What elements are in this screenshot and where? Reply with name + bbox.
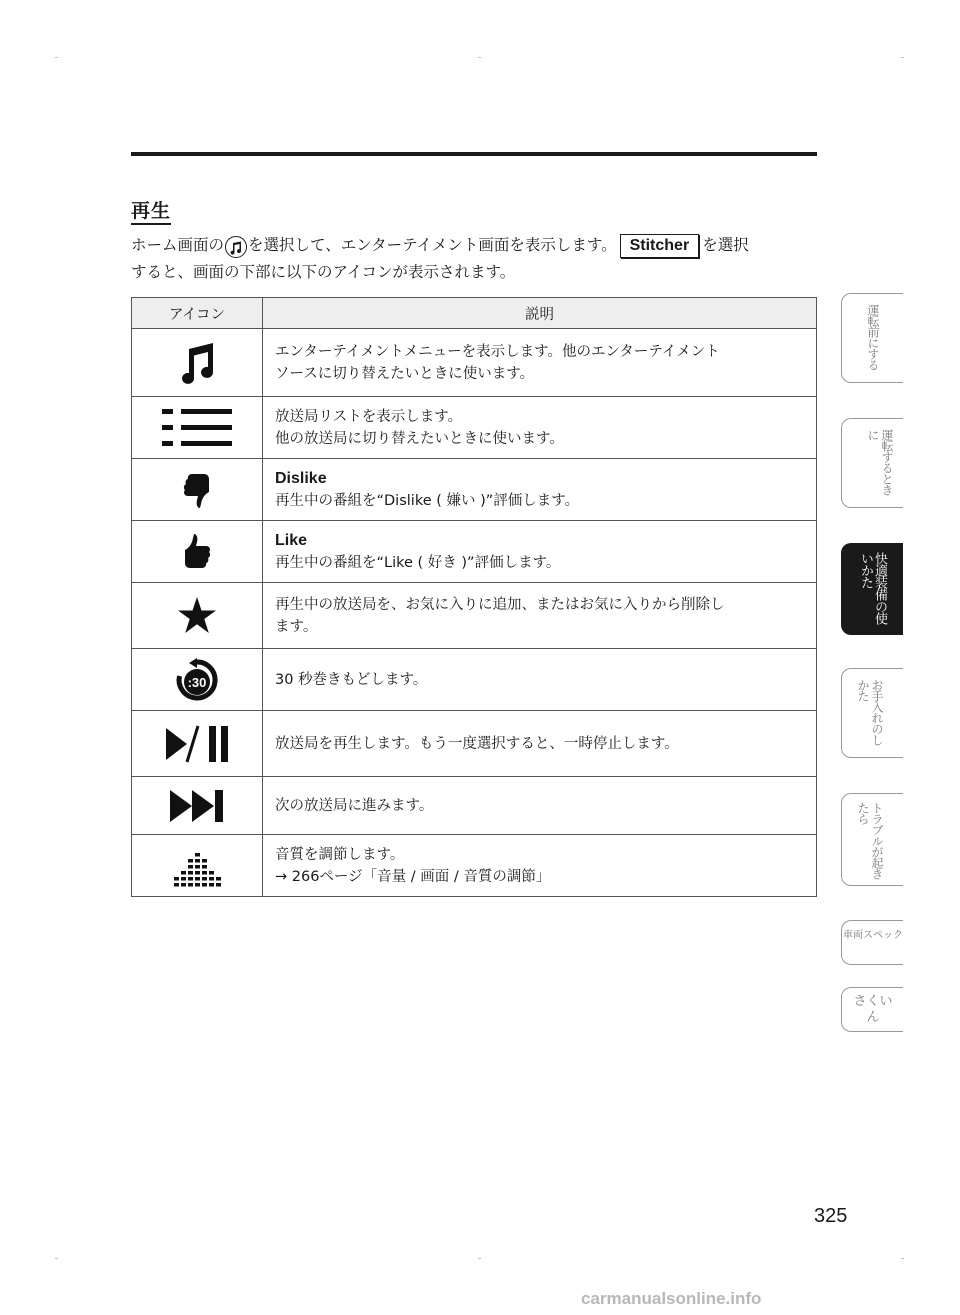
description-cell: 放送局リストを表示します。 他の放送局に切り替えたいときに使います。 (263, 397, 817, 459)
equalizer-bar-segment (195, 871, 200, 875)
equalizer-bar-segment (181, 871, 186, 875)
table-row (132, 835, 817, 897)
tab-label: 車両スペック (843, 930, 903, 941)
tab-comfort-features[interactable] (841, 543, 903, 635)
equalizer-bar-segment (188, 865, 193, 869)
stitcher-key: Stitcher (620, 234, 700, 258)
equalizer-bar-segment (216, 883, 221, 887)
equalizer-bar-segment (195, 865, 200, 869)
tab-label: さくいん (853, 994, 893, 1025)
intro-part-2: を選択して、エンターテイメント画面を表示します。 (248, 236, 617, 254)
description-cell: Dislike 再生中の番組を“Dislike ( 嫌い )”評価します。 (263, 459, 817, 521)
intro-text (131, 232, 831, 286)
dislike-title: Dislike (275, 469, 327, 487)
table-header-row (132, 298, 817, 329)
equalizer-bar-segment (209, 883, 214, 887)
equalizer-bar-segment (195, 853, 200, 857)
description-cell: 30 秒巻きもどします。 (263, 649, 817, 711)
tab-vehicle-spec[interactable] (841, 920, 903, 965)
star-icon (132, 583, 263, 649)
tab-while-driving[interactable] (841, 418, 903, 508)
intro-part-1: ホーム画面の (131, 236, 225, 254)
tab-label: 運転するときに (866, 429, 894, 495)
equalizer-bar-segment (174, 883, 179, 887)
table-row (132, 521, 817, 583)
top-rule (131, 152, 817, 156)
description-cell: 放送局を再生します。もう一度選択すると、一時停止します。 (263, 711, 817, 777)
description-cell: 次の放送局に進みます。 (263, 777, 817, 835)
equalizer-bar-segment (209, 877, 214, 881)
rewind-30-icon (132, 649, 263, 711)
crop-mark (55, 57, 58, 58)
table-row (132, 711, 817, 777)
equalizer-bar-segment (195, 883, 200, 887)
equalizer-bar-segment (209, 871, 214, 875)
tab-before-driving[interactable] (841, 293, 903, 383)
equalizer-icon (132, 835, 263, 897)
tab-index[interactable] (841, 987, 903, 1032)
tab-label: 運転前にする (866, 304, 880, 370)
equalizer-bar-segment (188, 859, 193, 863)
table-row (132, 459, 817, 521)
list-icon (132, 397, 263, 459)
equalizer-bar-segment (188, 883, 193, 887)
equalizer-bar-segment (181, 877, 186, 881)
crop-mark (478, 1258, 481, 1259)
table-row (132, 649, 817, 711)
table-row (132, 329, 817, 397)
equalizer-bar-segment (202, 865, 207, 869)
description-cell: Like 再生中の番組を“Like ( 好き )”評価します。 (263, 521, 817, 583)
equalizer-bar-segment (202, 859, 207, 863)
equalizer-bar-segment (202, 883, 207, 887)
equalizer-bar-segment (188, 871, 193, 875)
description-cell: 音質を調節します。 → 266ページ「音量 / 画面 / 音質の調節」 (263, 835, 817, 897)
music-note-icon (132, 329, 263, 397)
crop-mark (478, 57, 481, 58)
header-description: 説明 (263, 298, 817, 329)
description-cell: エンターテイメントメニューを表示します。他のエンターテイメント ソースに切り替えたいときに使います。 (263, 329, 817, 397)
header-icon: アイコン (132, 298, 263, 329)
equalizer-bar-segment (202, 877, 207, 881)
table-row (132, 777, 817, 835)
tab-troubleshooting[interactable] (841, 793, 903, 886)
crop-mark (901, 1258, 904, 1259)
description-cell: 再生中の放送局を、お気に入りに追加、またはお気に入りから削除し ます。 (263, 583, 817, 649)
rewind-30-label: :30 (187, 674, 207, 690)
music-button-icon (225, 236, 247, 258)
section-title: 再生 (131, 200, 171, 225)
equalizer-bar-segment (188, 877, 193, 881)
tab-maintenance[interactable] (841, 668, 903, 758)
equalizer-bar-segment (195, 877, 200, 881)
thumbs-up-icon (132, 521, 263, 583)
tab-label: 快適装備の使いかた (858, 552, 887, 624)
table-row (132, 583, 817, 649)
equalizer-bar-segment (195, 859, 200, 863)
skip-next-icon (132, 777, 263, 835)
watermark: carmanualsonline.info (581, 1289, 762, 1308)
table-row (132, 397, 817, 459)
equalizer-bar-segment (174, 877, 179, 881)
equalizer-bar-segment (181, 883, 186, 887)
like-title: Like (275, 531, 308, 549)
crop-mark (55, 1258, 58, 1259)
equalizer-bar-segment (216, 877, 221, 881)
play-pause-icon (132, 711, 263, 777)
thumbs-down-icon (132, 459, 263, 521)
equalizer-bar-segment (202, 871, 207, 875)
page-number: 325 (814, 1205, 848, 1227)
icon-table (131, 297, 817, 897)
crop-mark (901, 57, 904, 58)
tab-label: お手入れのしかた (856, 679, 884, 745)
tab-label: トラブルが起きたら (856, 802, 884, 879)
intro-part-3: を選択 (702, 236, 749, 254)
intro-line-2: すると、画面の下部に以下のアイコンが表示されます。 (131, 263, 516, 281)
